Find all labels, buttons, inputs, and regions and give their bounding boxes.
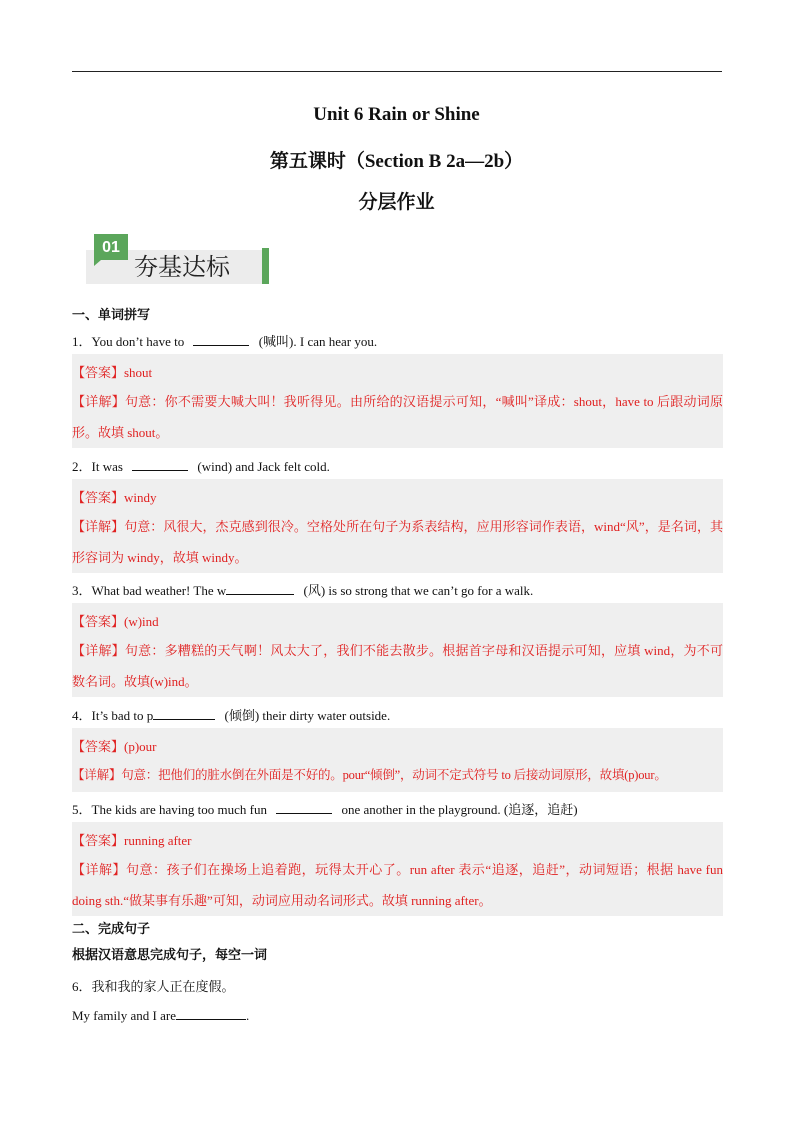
unit-title: Unit 6 Rain or Shine <box>313 104 480 125</box>
explanation: 【详解】句意：你不需要大喊大叫！我听得见。由所给的汉语提示可知，“喊叫”译成：shout，have to 后跟动词原形。故填 shout。 <box>72 394 723 440</box>
banner-label: 夯基达标 <box>134 253 230 281</box>
question-text: . <box>245 1008 250 1023</box>
question-2 <box>72 456 330 475</box>
banner-badge-tail <box>94 260 101 266</box>
answer-blank[interactable] <box>276 801 332 814</box>
question-5 <box>72 799 578 818</box>
question-text: My family and I are <box>72 1008 176 1023</box>
question-6 <box>72 1007 249 1024</box>
question-text: 4．It’s bad to p <box>72 708 154 723</box>
question-1 <box>72 331 377 350</box>
answer-blank[interactable] <box>153 707 215 720</box>
answer-blank[interactable] <box>176 1007 246 1020</box>
question-text: (风) is so strong that we can’t go for a walk. <box>303 583 534 598</box>
question-6-prompt: 6．我和我的家人正在度假。 <box>72 979 235 994</box>
question-text: (倾倒) their dirty water outside. <box>224 708 391 723</box>
explanation: 【详解】句意：多糟糕的天气啊！风太大了，我们不能去散步。根据首字母和汉语提示可知，应填 wind，为不可数名词。故填(w)ind。 <box>72 643 723 689</box>
section-instruction: 根据汉语意思完成句子，每空一词 <box>72 947 268 962</box>
explanation: 【详解】句意：孩子们在操场上追着跑，玩得太开心了。run after 表示“追逐，追赶”，动词短语；根据 have fun doing sth.“做某事有乐趣”可知，动词应用动名词形式。故填 running after。 <box>72 862 723 908</box>
question-3 <box>72 580 533 599</box>
answer: 【答案】(w)ind <box>72 614 159 629</box>
answer-blank[interactable] <box>132 458 188 471</box>
assignment-title: 分层作业 <box>358 192 435 213</box>
question-text: 2．It was <box>72 459 123 474</box>
question-text: (喊叫). I can hear you. <box>258 334 378 349</box>
answer-blank[interactable] <box>226 582 294 595</box>
answer: 【答案】windy <box>72 490 157 505</box>
section-heading: 一、单词拼写 <box>72 307 151 322</box>
question-text: 5．The kids are having too much fun <box>72 802 267 817</box>
banner-number-badge: 01 <box>94 234 128 260</box>
question-text: 3．What bad weather! The w <box>72 583 227 598</box>
answer: 【答案】shout <box>72 365 153 380</box>
question-text: (wind) and Jack felt cold. <box>197 459 330 474</box>
answer: 【答案】running after <box>72 833 192 848</box>
explanation: 【详解】句意：风很大，杰克感到很冷。空格处所在句子为系表结构，应用形容词作表语，wind“风”，是名词，其形容词为 windy，故填 windy。 <box>72 519 723 565</box>
answer: 【答案】(p)our <box>72 739 157 754</box>
section-heading: 二、完成句子 <box>72 921 151 936</box>
question-4 <box>72 705 390 724</box>
level-banner <box>86 234 276 290</box>
answer-blank[interactable] <box>193 333 249 346</box>
explanation: 【详解】句意：把他们的脏水倒在外面是不好的。pour“倾倒”，动词不定式符号 to 后接动词原形，故填(p)our。 <box>72 768 667 782</box>
lesson-title: 第五课时（Section B 2a—2b） <box>269 151 524 172</box>
header-rule <box>72 71 722 72</box>
banner-accent-bar <box>262 248 269 284</box>
question-text: 1．You don’t have to <box>72 334 185 349</box>
question-text: one another in the playground. (追逐，追赶) <box>341 802 578 817</box>
